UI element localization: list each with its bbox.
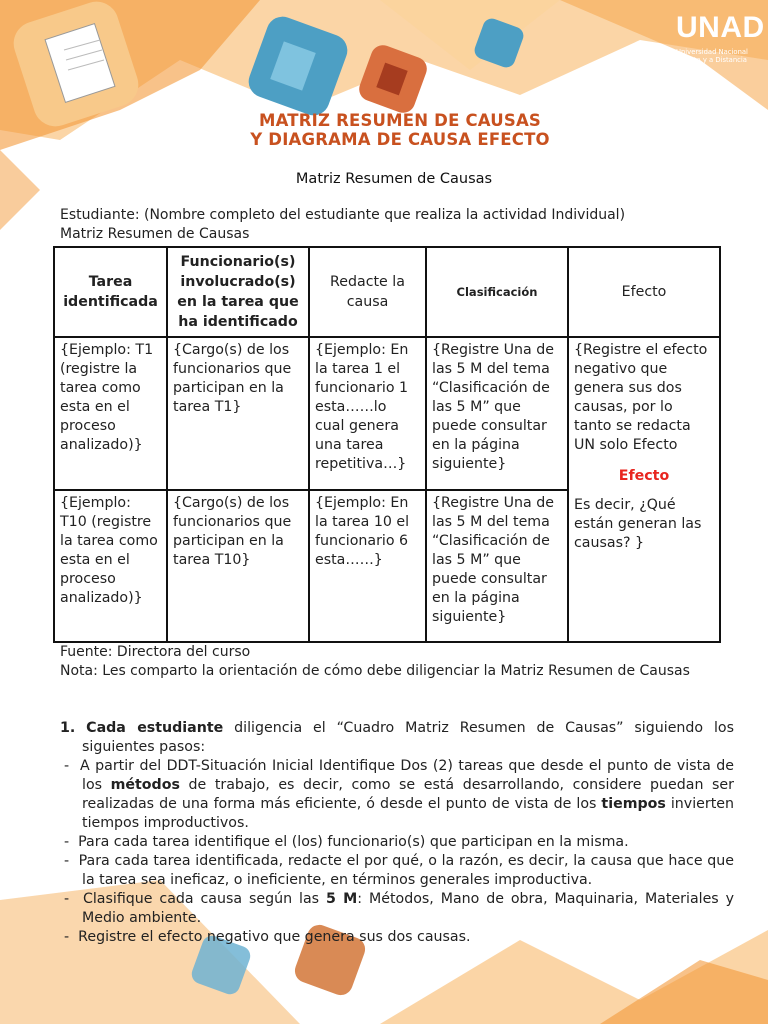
efecto-text: {Registre el efecto negativo que genera sus dos causas, por lo tanto se redacta UN solo Efecto bbox=[574, 342, 708, 453]
b1-text-b: de trabajo, es decir, como se está desarrollando, considere puedan ser realizadas de una forma más eficiente, ó desde el punto de vista de los bbox=[82, 777, 734, 812]
b4-text-a: Clasifique cada causa según las bbox=[82, 891, 326, 907]
logo-brand: UNAD bbox=[676, 11, 765, 44]
cell-tarea: {Ejemplo: T1 (registre la tarea como esta en el proceso analizado)} bbox=[54, 337, 167, 490]
instructions bbox=[60, 719, 734, 947]
matrix-label: Matriz Resumen de Causas bbox=[60, 226, 250, 242]
cell-causa: {Ejemplo: En la tarea 10 el funcionario 6 esta……} bbox=[309, 490, 426, 642]
b2-text: Para cada tarea identifique el (los) funcionario(s) que participan en la misma. bbox=[78, 834, 629, 850]
cell-clasificacion: {Registre Una de las 5 M del tema “Clasificación de las 5 M” que puede consultar en la página siguiente} bbox=[426, 490, 568, 642]
item1-bold: Cada estudiante bbox=[86, 720, 224, 736]
header-tarea: Tarea identificada bbox=[54, 247, 167, 337]
cell-funcionario: {Cargo(s) de los funcionarios que participan en la tarea T1} bbox=[167, 337, 309, 490]
logo-tagline1: Universidad Nacional bbox=[676, 48, 748, 56]
header-efecto: Efecto bbox=[568, 247, 720, 337]
title-line2: Y DIAGRAMA DE CAUSA EFECTO bbox=[250, 130, 550, 149]
table-row bbox=[54, 337, 720, 490]
instruction-bullet-3: - Para cada tarea identificada, redacte el por qué, o la razón, es decir, la causa que hace que la tarea sea ineficaz, o ineficiente, en términos generales improductiva. bbox=[64, 853, 735, 888]
unad-logo bbox=[676, 8, 765, 64]
logo-tagline2: Abierta y a Distancia bbox=[676, 56, 747, 64]
instruction-item-1 bbox=[60, 719, 734, 757]
b1-text-a: A partir del DDT-Situación Inicial Identifique Dos (2) tareas que desde el punto de vista de los bbox=[80, 758, 734, 793]
title-line1: MATRIZ RESUMEN DE CAUSAS bbox=[258, 111, 542, 130]
table-header-row bbox=[54, 247, 720, 337]
b5-text: Registre el efecto negativo que genera sus dos causas. bbox=[78, 929, 471, 945]
fuente-line: Fuente: Directora del curso bbox=[60, 644, 251, 660]
student-line: Estudiante: (Nombre completo del estudiante que realiza la actividad Individual) bbox=[60, 207, 626, 223]
nota-line: Nota: Les comparto la orientación de cómo debe diligenciar la Matriz Resumen de Causas bbox=[60, 663, 690, 679]
b1-bold-metodos: métodos bbox=[110, 777, 180, 793]
cell-funcionario: {Cargo(s) de los funcionarios que participan en la tarea T10} bbox=[167, 490, 309, 642]
instruction-bullet-4: - Clasifique cada causa según las 5 M: Métodos, Mano de obra, Maquinaria, Materiales y Medio ambiente. bbox=[64, 891, 735, 926]
causes-matrix-table bbox=[53, 246, 721, 643]
cell-clasificacion: {Registre Una de las 5 M del tema “Clasificación de las 5 M” que puede consultar en la página siguiente} bbox=[426, 337, 568, 490]
item1-rest: diligencia el “Cuadro Matriz Resumen de Causas” siguiendo los siguientes pasos: bbox=[82, 720, 734, 755]
cell-tarea: {Ejemplo: T10 (registre la tarea como esta en el proceso analizado)} bbox=[54, 490, 167, 642]
header-causa: Redacte la causa bbox=[309, 247, 426, 337]
efecto-label: Efecto bbox=[618, 468, 670, 484]
instruction-bullet-5: - Registre el efecto negativo que genera sus dos causas. bbox=[64, 929, 471, 945]
item1-num: 1. bbox=[60, 720, 76, 736]
page-subtitle: Matriz Resumen de Causas bbox=[295, 171, 493, 187]
instruction-bullet-2: - Para cada tarea identifique el (los) funcionario(s) que participan en la misma. bbox=[64, 834, 629, 850]
b1-text-c: invierten tiempos improductivos. bbox=[82, 796, 734, 831]
b4-bold-5m: 5 M bbox=[325, 891, 358, 907]
instruction-bullet-1: - A partir del DDT-Situación Inicial Identifique Dos (2) tareas que desde el punto de vista de los métodos de trabajo, es decir, como se está desarrollando, considere puedan ser realizadas de una forma más eficiente, ó desde el punto de vista de los tiempos invierten tiempos improductivos. bbox=[64, 758, 734, 831]
header-clasificacion: Clasificación bbox=[426, 247, 568, 337]
cell-efecto bbox=[568, 337, 720, 642]
efecto-text2: Es decir, ¿Qué están generan las causas? } bbox=[574, 497, 702, 551]
cell-causa: {Ejemplo: En la tarea 1 el funcionario 1 esta……lo cual genera una tarea repetitiva…} bbox=[309, 337, 426, 490]
b3-text: Para cada tarea identificada, redacte el por qué, o la razón, es decir, la causa que hace que la tarea sea ineficaz, o ineficiente, en términos generales improductiva. bbox=[78, 853, 735, 888]
b4-text-b: : Métodos, Mano de obra, Maquinaria, Materiales y Medio ambiente. bbox=[82, 891, 735, 926]
b1-bold-tiempos: tiempos bbox=[601, 796, 666, 812]
header-funcionario: Funcionario(s) involucrado(s) en la tarea que ha identificado bbox=[167, 247, 309, 337]
page-title bbox=[0, 111, 768, 149]
